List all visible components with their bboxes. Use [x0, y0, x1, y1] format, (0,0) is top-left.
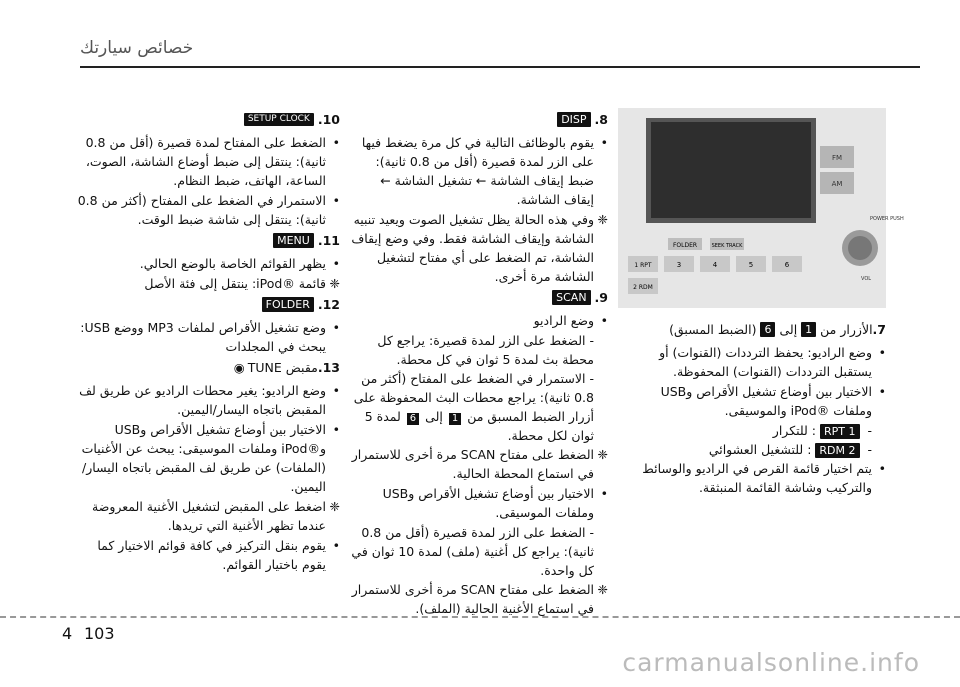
bullet-icon: •	[878, 384, 886, 399]
chapter-number: 4	[62, 624, 73, 643]
tune-knob-icon: ◉	[233, 360, 245, 375]
list-item: • الاختيار بين أوضاع تشغيل الأقراص وUSB وملفات الموسيقى.	[382, 486, 608, 520]
bullet-icon: •	[600, 486, 608, 501]
footer-rule	[0, 616, 960, 618]
bullet-icon: •	[600, 313, 608, 328]
section-7-to: إلى	[779, 322, 798, 337]
dash-item: - الضغط على الزر لمدة قصيرة: يراجع كل محطة بث لمدة 5 ثوان في كل محطة.	[377, 333, 594, 367]
section-7-number: 7.	[872, 322, 886, 337]
section-9-heading	[348, 288, 608, 307]
section-8-heading	[348, 110, 608, 129]
scan-badge: SCAN	[552, 290, 590, 305]
rpt-label: 1 RPT	[634, 262, 652, 269]
section-11-heading	[72, 231, 340, 250]
folder-label: FOLDER	[672, 242, 698, 249]
note-icon: ❈	[597, 447, 608, 462]
setup-clock-badge: SETUP CLOCK	[244, 113, 314, 126]
preset-1-mini: 1	[449, 413, 461, 425]
list-item: • وضع الراديو	[533, 313, 608, 328]
section-10-heading	[72, 110, 340, 129]
section-7-title: الأزرار من	[820, 322, 873, 337]
preset-6-mini: 6	[407, 413, 419, 425]
section-8-9-column	[348, 108, 608, 619]
seek-label: SEEK TRACK	[711, 243, 743, 249]
note-icon: ❈	[597, 212, 608, 227]
list-item: • يتم اختيار قائمة القرص في الراديو والوسائط والتركيب وشاشة القائمة المنبثقة.	[642, 461, 886, 495]
rpt-badge: 1 RPT	[820, 424, 860, 439]
bullet-icon: •	[332, 422, 340, 437]
preset-1-badge: 1	[801, 322, 816, 337]
list-item: • وضع الراديو: يغير محطات الراديو عن طريق لف المقبض باتجاه اليسار/اليمين.	[79, 383, 340, 417]
page-number: 103	[84, 624, 115, 643]
fm-label: FM	[831, 154, 843, 162]
section-7-column	[618, 318, 886, 498]
list-item: • الاختيار بين أوضاع تشغيل الأقراص وUSB وملفات ®iPod والموسيقى.	[660, 384, 886, 418]
bullet-icon: •	[600, 135, 608, 150]
note-icon: ❈	[329, 499, 340, 514]
vol-label: VOL	[861, 276, 872, 282]
dash-item: - الضغط على الزر لمدة قصيرة (أقل من 0.8 ثانية): يراجع كل أغنية (ملف) لمدة 10 ثوان في كل واحدة.	[351, 525, 594, 578]
bullet-icon: •	[332, 320, 340, 335]
bullet-icon: •	[332, 383, 340, 398]
list-item: • يقوم بنقل التركيز في كافة قوائم الاختيار كما يقوم باختيار القوائم.	[97, 538, 340, 572]
preset-6-label: 6	[784, 261, 790, 269]
list-item: • وضع تشغيل الأقراص لملفات MP3 ووضع USB: يبحث في المجلدات	[80, 320, 340, 354]
section-10-13-column	[72, 108, 340, 575]
folder-badge: FOLDER	[262, 297, 314, 312]
power-label: POWER PUSH	[870, 216, 904, 222]
note-item: ❈ اضغط على المقبض لتشغيل الأغنية المعروضة عندما تظهر الأغنية التي تريدها.	[92, 499, 340, 533]
am-label: AM	[831, 180, 843, 188]
section-7-heading	[618, 320, 886, 339]
rpt-line: - 1 RPT: للتكرار	[772, 423, 872, 438]
bullet-icon: •	[332, 256, 340, 271]
note-item: ❈ قائمة ®iPod: ينتقل إلى فئة الأصل	[144, 276, 340, 291]
page-header-title: خصائص سيارتك	[80, 38, 194, 58]
dash-item: - الاستمرار في الضغط على المفتاح (أكثر من 0.8 ثانية): يراجع محطات البث المحفوظة على أزرار الضبط المسبق من 1 إلى 6 لمدة 5 ثوان لكل محطة.	[353, 371, 594, 443]
bullet-icon: •	[332, 538, 340, 553]
list-item: • الاختيار بين أوضاع تشغيل الأقراص وUSB و®iPod وملفات الموسيقى: يبحث عن الأغنيات (الملفات) عن طريق لف المقبض باتجاه اليسار/اليمين.	[81, 422, 340, 494]
preset-3-label: 3	[676, 261, 682, 269]
list-item: • الاستمرار في الضغط على المفتاح (أكثر من 0.8 ثانية): ينتقل إلى شاشة ضبط الوقت.	[77, 193, 340, 227]
note-icon: ❈	[597, 582, 608, 597]
preset-5-label: 5	[748, 261, 754, 269]
watermark: carmanualsonline.info	[622, 648, 920, 677]
section-8-number: 8.	[594, 112, 608, 127]
tune-knob-label: مقبض TUNE	[247, 360, 318, 375]
bullet-icon: •	[332, 135, 340, 150]
preset-6-badge: 6	[760, 322, 775, 337]
bullet-icon: •	[332, 193, 340, 208]
header-rule	[80, 66, 920, 68]
list-item: • وضع الراديو: يحفظ الترددات (القنوات) أو يستقبل الترددات (القنوات) المحفوظة.	[659, 345, 886, 379]
note-item: ❈ الضغط على مفتاح SCAN مرة أخرى للاستمرار في استماع الأغنية الحالية (الملف).	[351, 582, 608, 616]
section-7-tail: (الضبط المسبق)	[669, 322, 757, 337]
rdm-badge: 2 RDM	[815, 443, 859, 458]
section-10-number: 10.	[317, 112, 340, 127]
section-9-number: 9.	[594, 290, 608, 305]
note-item: ❈ الضغط على مفتاح SCAN مرة أخرى للاستمرار في استماع المحطة الحالية.	[351, 447, 608, 481]
bullet-icon: •	[878, 461, 886, 476]
section-12-number: 12.	[317, 297, 340, 312]
preset-4-label: 4	[712, 261, 718, 269]
menu-badge: MENU	[273, 233, 314, 248]
list-item: • يقوم بالوظائف التالية في كل مرة يضغط فيها على الزر لمدة قصيرة (أقل من 0.8 ثانية): ضبط إيقاف الشاشة ← تشغيل الشاشة ← إيقاف الشاشة.	[361, 135, 608, 207]
note-item: ❈ وفي هذه الحالة يظل تشغيل الصوت ويعيد تنبيه الشاشة وإيقاف الشاشة فقط. وفي وضع إيقاف الشاشة، تم الضغط على أي مفتاح لتشغيل الشاشة مرة أخرى.	[351, 212, 608, 284]
rdm-label: 2 RDM	[633, 284, 653, 291]
rdm-line: - 2 RDM: للتشغيل العشوائي	[708, 442, 872, 457]
section-13-number: 13.	[317, 360, 340, 375]
disp-badge: DISP	[557, 112, 590, 127]
list-item: • الضغط على المفتاح لمدة قصيرة (أقل من 0.8 ثانية): ينتقل إلى ضبط أوضاع الشاشة، الصوت، الساعة، الهاتف، ضبط النظام.	[85, 135, 340, 188]
audio-unit-illustration	[618, 108, 904, 308]
list-item: • يظهر القوائم الخاصة بالوضع الحالي.	[139, 256, 340, 271]
section-13-heading	[72, 358, 340, 377]
section-12-heading	[72, 295, 340, 314]
section-11-number: 11.	[317, 233, 340, 248]
note-icon: ❈	[329, 276, 340, 291]
bullet-icon: •	[878, 345, 886, 360]
